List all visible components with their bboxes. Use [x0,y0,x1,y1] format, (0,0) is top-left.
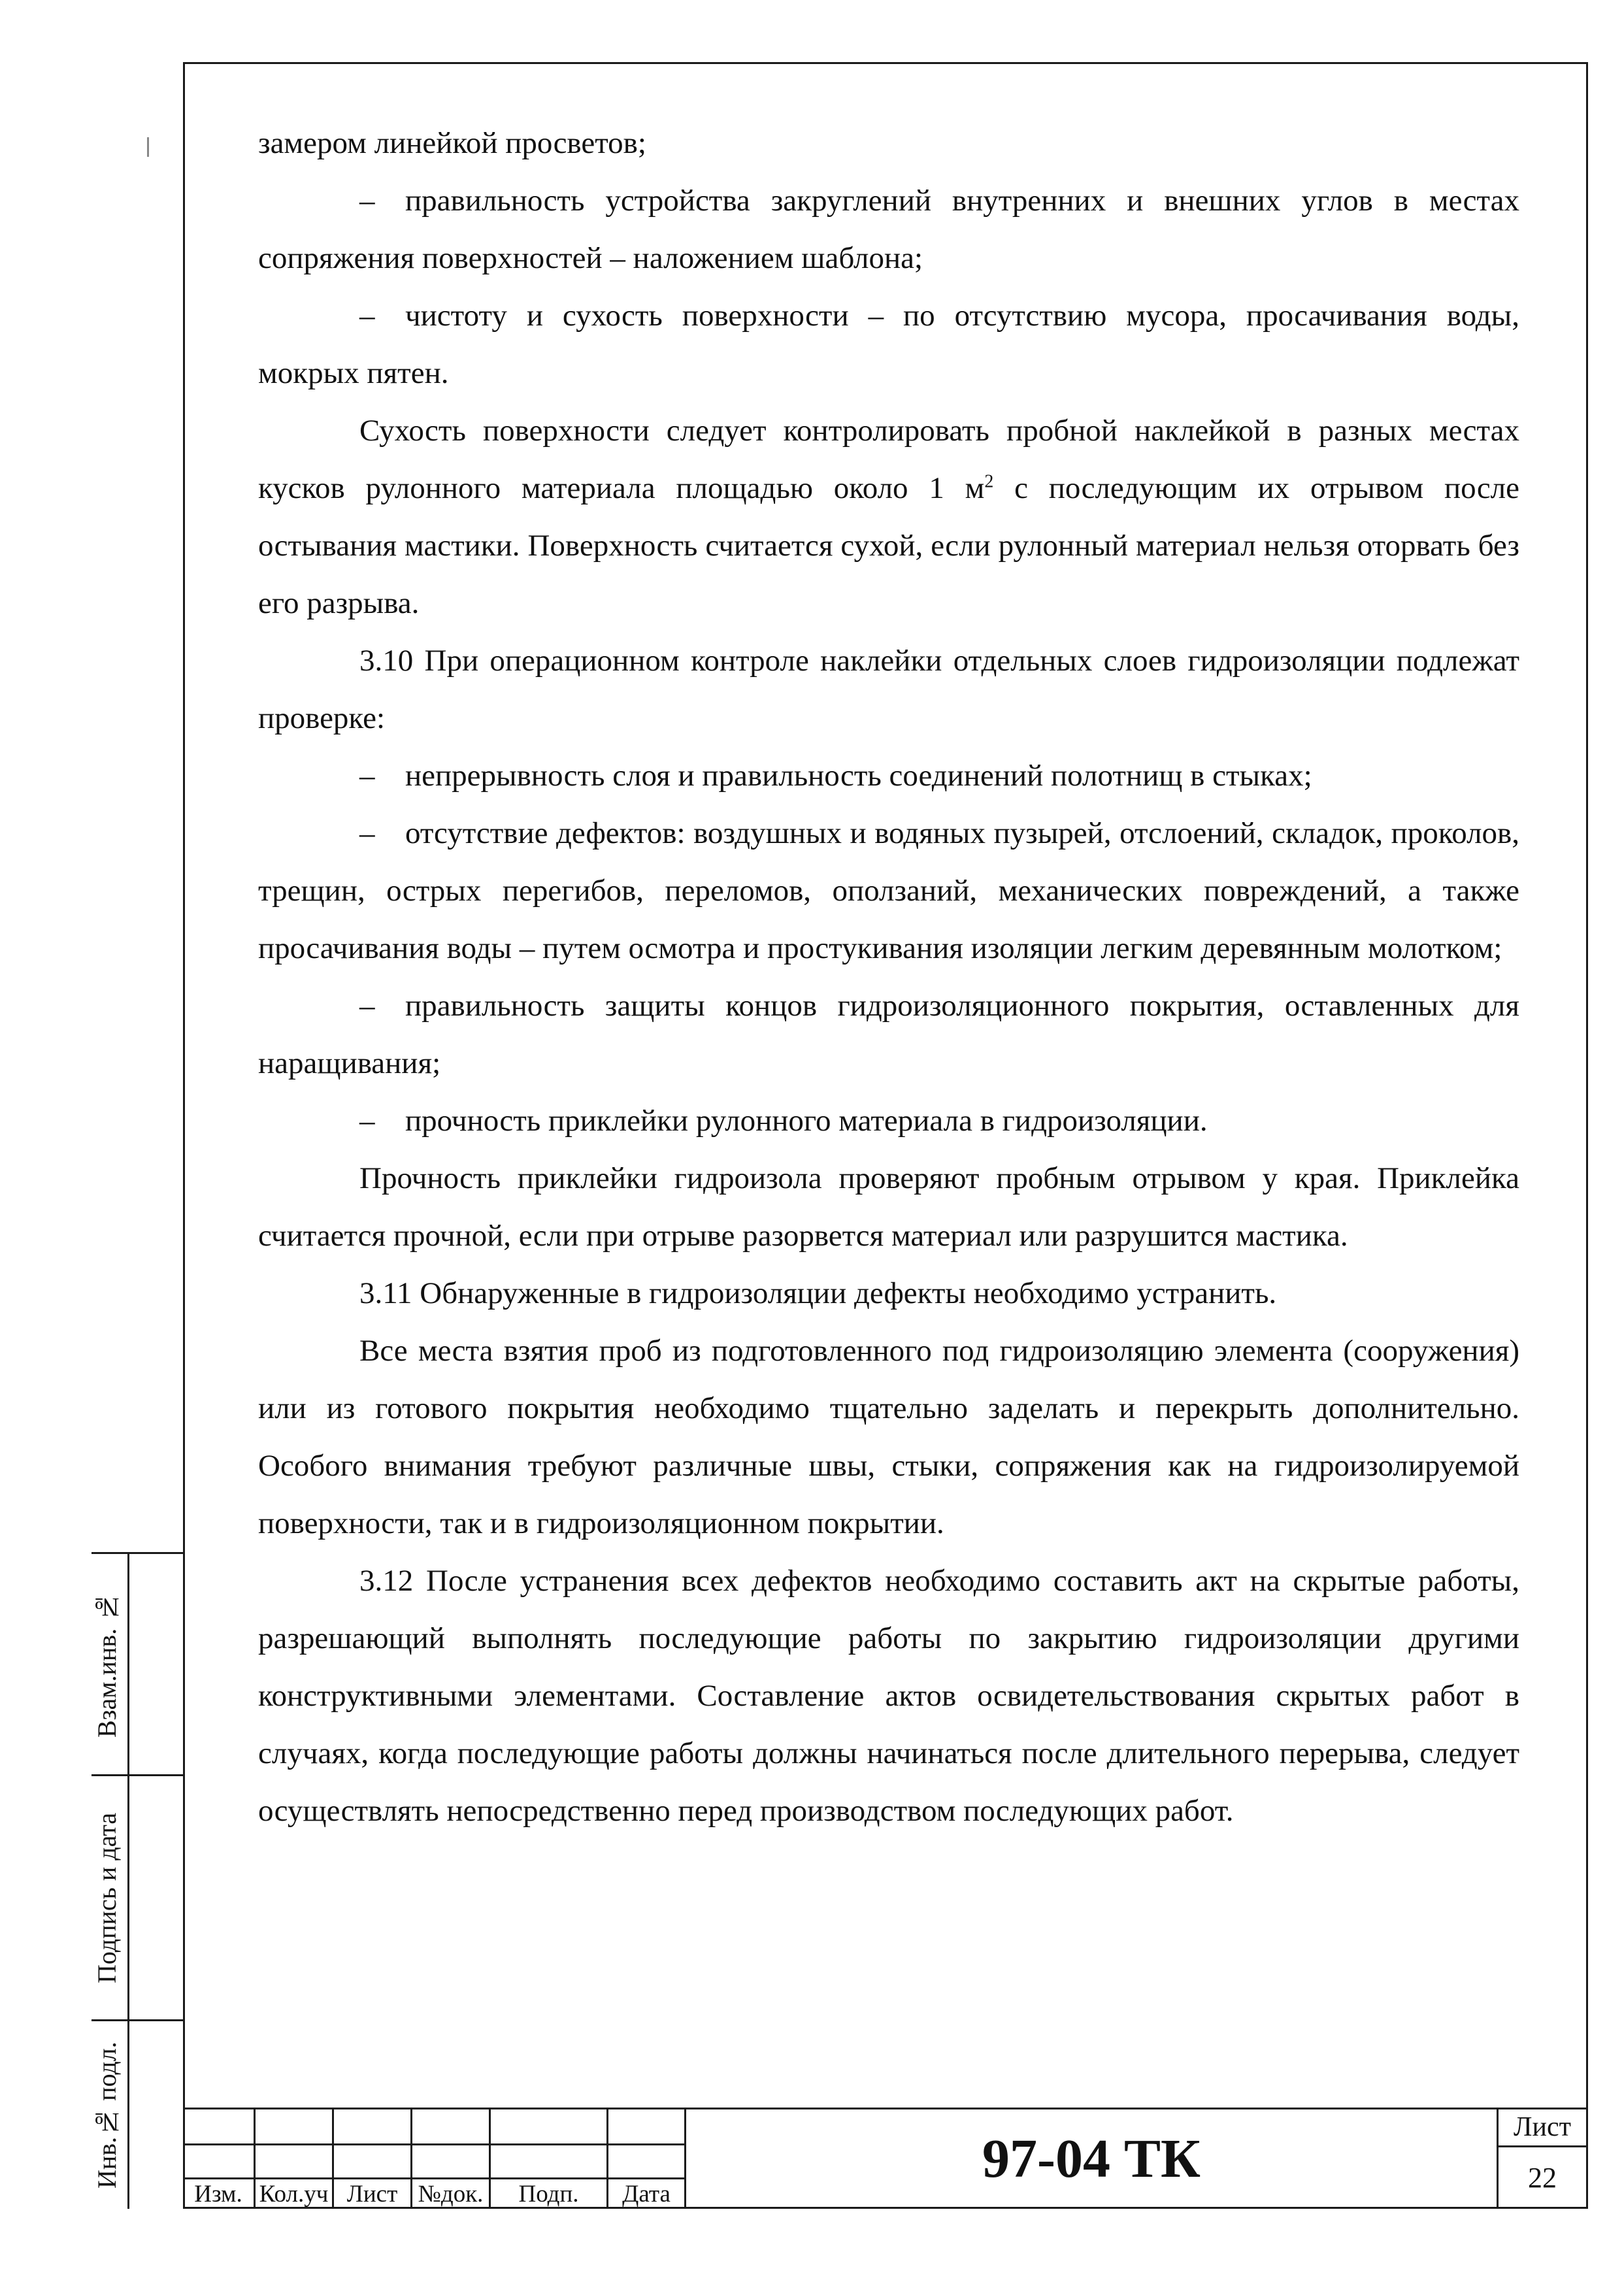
grid-line [183,2143,686,2145]
paragraph: 3.10 При операционном контроле наклейки отдельных слоев гидроизоляции подлежат проверке: [258,644,1519,735]
document-body [258,114,1519,1840]
dash-marker: – [359,989,375,1023]
paragraph: 3.11 Обнаруженные в гидроизоляции дефекты необходимо устранить. [359,1276,1277,1310]
list-item-text: правильность устройства закруглений внутренних и внешних углов в местах сопряжения поверхностей – наложением шаблона; [258,184,1519,275]
paragraph-text: Сухость поверхности следует контролировать пробной наклейкой в разных местах кусков рулонного материала площадью около 1 м [258,414,1519,505]
paragraph: 3.12 После устранения всех дефектов необходимо составить акт на скрытые работы, разрешающий выполнять последующие работы по закрытию гидроизоляции другими конструктивными элементами. Составление актов освидетельствования скрытых работ в случаях, когда последующие работы должны начинаться после длительного перерыва, следует осуществлять непосредственно перед производством последующих работ. [258,1564,1519,1828]
sheet-label: Лист [1499,2109,1586,2147]
paragraph [258,402,1519,632]
revision-grid [183,2109,686,2209]
list-item-text: чистоту и сухость поверхности – по отсутствию мусора, просачивания воды, мокрых пятен. [258,299,1519,390]
binding-divider [127,1552,129,2209]
list-item-text: отсутствие дефектов: воздушных и водяных пузырей, отслоений, складок, проколов, трещин, острых перегибов, переломов, оползаний, механических повреждений, а также просачивания воды – путем осмотра и простукивания изоляции легким деревянным молотком; [258,816,1519,965]
list-item [258,747,1519,804]
list-item [258,287,1519,402]
sheet-box [1497,2109,1586,2209]
document-code: 97-04 ТК [982,2128,1201,2189]
sheet-number: 22 [1528,2162,1557,2194]
original-inventory-label: Инв.№ подл. [92,2042,122,2189]
list-item-text: прочность приклейки рулонного материала в гидроизоляции. [405,1104,1208,1138]
paragraph-text: с последующим их отрывом после остывания мастики. Поверхность считается сухой, если рулонный материал нельзя оторвать без его разрыва. [258,471,1519,620]
paragraph: замером линейкой просветов; [258,126,646,160]
replaced-inventory-label: Взам.инв. № [92,1592,122,1738]
grid-line [183,2177,686,2179]
list-item [258,172,1519,287]
list-item-text: правильность защиты концов гидроизоляционного покрытия, оставленных для наращивания; [258,989,1519,1080]
dash-marker: – [359,1104,375,1138]
list-item [258,804,1519,977]
col-label-list: Лист [346,2181,398,2208]
signature-date-label: Подпись и дата [92,1812,122,1983]
col-label-data: Дата [622,2181,671,2208]
col-label-ndok: №док. [418,2181,484,2208]
list-item [258,977,1519,1092]
col-label-kol-uch: Кол.уч [259,2181,329,2208]
paragraph: Прочность приклейки гидроизола проверяют пробным отрывом у края. Приклейка считается прочной, если при отрыве разорвется материал или разрушится мастика. [258,1161,1519,1253]
list-item-text: непрерывность слоя и правильность соединений полотнищ в стыках; [405,759,1312,793]
scan-mark [147,137,149,157]
title-block [183,2108,1588,2209]
list-item [258,1092,1519,1149]
dash-marker: – [359,759,375,793]
col-label-podp: Подп. [518,2181,579,2208]
paragraph: Все места взятия проб из подготовленного под гидроизоляцию элемента (сооружения) или из готового покрытия необходимо тщательно заделать и перекрыть дополнительно. Особого внимания требуют различные швы, стыки, сопряжения как на гидроизолируемой поверхности, так и в гидроизоляционном покрытии. [258,1334,1519,1540]
dash-marker: – [359,299,375,333]
superscript: 2 [984,471,994,492]
col-label-izm: Изм. [194,2181,242,2208]
dash-marker: – [359,816,375,850]
dash-marker: – [359,184,375,218]
